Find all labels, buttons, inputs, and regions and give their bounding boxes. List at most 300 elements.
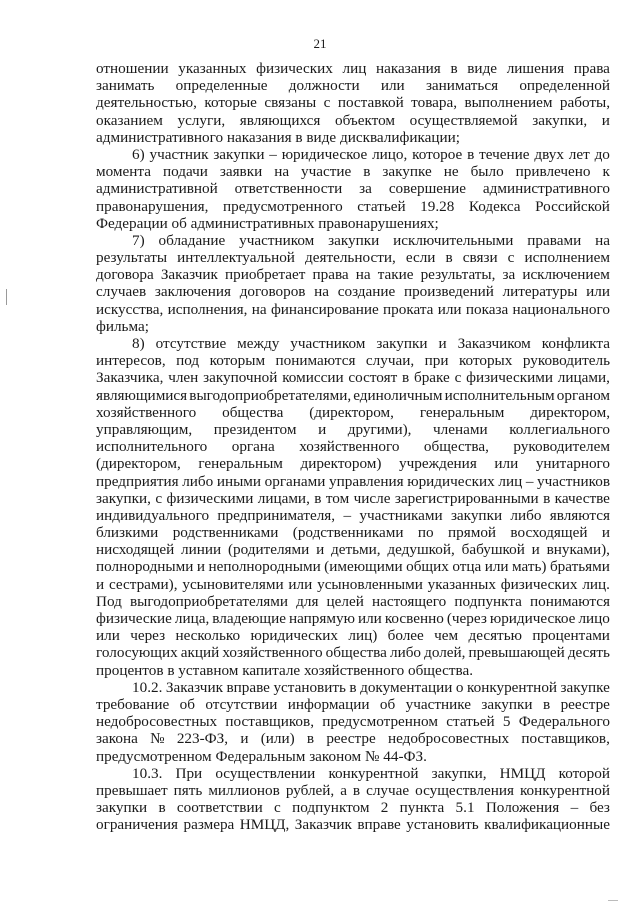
word: деятельности,	[305, 249, 396, 267]
word: 6)	[132, 145, 145, 163]
word: реестре	[326, 730, 376, 748]
text-line	[96, 369, 610, 386]
word: об	[179, 695, 195, 713]
word: юридическое	[281, 145, 368, 163]
word: унитарного	[535, 455, 610, 473]
word: и	[318, 420, 327, 438]
text-line	[96, 524, 610, 541]
word: том	[325, 489, 350, 507]
text-line	[96, 679, 610, 696]
text-line	[96, 77, 610, 94]
word: административных	[190, 214, 319, 232]
word: нисходящей	[96, 541, 175, 559]
word: юридических	[250, 627, 339, 645]
word: братьями	[549, 558, 610, 576]
text-line	[96, 283, 610, 300]
word: об	[171, 214, 191, 232]
word: в	[450, 60, 458, 77]
text-line	[96, 232, 610, 249]
word: реестре	[560, 695, 610, 713]
word: административного	[96, 128, 227, 146]
word: совершение	[388, 180, 466, 198]
word: в	[295, 128, 307, 146]
word: органом	[556, 386, 610, 404]
word: права	[312, 266, 349, 284]
word: (через	[446, 610, 487, 627]
word: и	[196, 558, 205, 576]
word: занимать	[96, 77, 155, 95]
word: для	[296, 592, 319, 610]
word: юридическое	[489, 610, 576, 627]
word: интеллектуальной	[177, 249, 295, 267]
word: браке	[413, 369, 450, 387]
word: закупки	[481, 695, 533, 713]
word: работы,	[559, 94, 610, 112]
word: в	[543, 489, 551, 507]
word: восходящей	[510, 524, 588, 542]
word: случаи,	[365, 352, 415, 370]
word: усыновленными	[317, 575, 423, 593]
word: родственниками	[172, 524, 279, 542]
word: (директором,	[309, 403, 394, 421]
word: с	[507, 249, 515, 267]
word: процентами	[532, 627, 610, 645]
word: Федерального	[518, 713, 610, 731]
word: либо	[182, 472, 214, 490]
word: участие	[301, 163, 352, 181]
word: конкурентной	[328, 764, 419, 782]
text-line	[96, 730, 610, 747]
word: соответствии	[176, 799, 263, 817]
word: за	[502, 266, 516, 284]
text-line	[96, 816, 610, 833]
word: участниками	[359, 506, 443, 524]
word: –	[525, 472, 534, 490]
word: произведений	[403, 283, 494, 301]
text-line	[96, 266, 610, 283]
word: а	[340, 781, 347, 799]
word: руководитель	[522, 352, 610, 370]
word: 2	[380, 799, 389, 817]
word: директором)	[300, 455, 382, 473]
word: финансирование	[270, 300, 379, 318]
word: оказанием	[96, 111, 163, 129]
word: за	[359, 180, 372, 198]
word: в	[314, 489, 322, 507]
word: линии	[181, 541, 222, 559]
text-line	[96, 146, 610, 163]
word: физические	[96, 610, 172, 627]
word: подачи	[162, 163, 208, 181]
word: лишения	[506, 60, 565, 77]
word: (или)	[260, 730, 295, 748]
word: или	[437, 300, 462, 318]
word: заниматься	[425, 77, 499, 95]
word: закона	[96, 730, 138, 748]
word: между	[237, 335, 280, 352]
word: случаев	[96, 283, 147, 301]
word: связи	[462, 249, 498, 267]
word: хозяйственного	[96, 403, 197, 421]
word: ограничения	[96, 816, 179, 834]
word: –	[343, 506, 352, 524]
scan-mark	[608, 900, 618, 901]
word: 223-ФЗ,	[176, 730, 229, 748]
text-line	[96, 593, 610, 610]
text-line	[96, 438, 610, 455]
text-line	[96, 455, 610, 472]
word: напрямую	[288, 610, 355, 627]
word: в	[352, 781, 361, 799]
word: наказания	[226, 128, 296, 146]
word: исключением	[522, 266, 610, 284]
word: общества	[325, 644, 387, 662]
word: процентов	[96, 661, 168, 679]
word: не	[443, 163, 459, 181]
word: (директором,	[96, 455, 181, 473]
word: индивидуального	[96, 506, 210, 524]
text-line	[96, 404, 610, 421]
word: объектом	[334, 111, 396, 129]
word: уставном	[178, 661, 243, 679]
word: комиссии	[282, 369, 344, 387]
word: Под	[96, 592, 122, 610]
page-number: 21	[313, 36, 327, 51]
word: миллионов	[208, 781, 280, 799]
word: десять	[567, 644, 610, 662]
word: 44-ФЗ.	[383, 747, 427, 765]
word: в	[349, 678, 357, 696]
text-line	[96, 249, 610, 266]
word: или	[288, 575, 313, 593]
word: к	[602, 163, 610, 181]
word: осуществляемой	[409, 111, 518, 129]
word: которой	[558, 764, 610, 782]
word: документации	[360, 678, 453, 696]
text-line	[96, 610, 610, 627]
word: понимаются	[275, 352, 356, 370]
word: подпункта	[454, 592, 522, 610]
word: предприятия	[96, 472, 179, 490]
word: должности	[288, 77, 360, 95]
word: показа	[465, 300, 509, 318]
word: конкурентной	[519, 781, 610, 799]
word: на	[355, 266, 371, 284]
word: или	[96, 627, 120, 645]
word: осуществления	[415, 781, 514, 799]
text-line	[96, 799, 610, 816]
word: Федерации	[96, 214, 172, 232]
word: недобросовестных	[387, 730, 510, 748]
word: заявки	[219, 163, 263, 181]
word: на	[274, 163, 290, 181]
word: литературы	[502, 283, 578, 301]
word: являются	[549, 506, 610, 524]
word: (родителями	[227, 541, 310, 559]
word: НМЦД	[499, 764, 546, 782]
word: являющихся	[239, 111, 321, 129]
word: лиц.	[582, 575, 610, 593]
word: 5.1	[455, 799, 475, 817]
word: генеральным	[198, 455, 283, 473]
text-line	[96, 713, 610, 730]
word: участником	[290, 335, 366, 352]
word: связаны	[264, 94, 317, 112]
word: выполнением	[464, 94, 553, 112]
word: закупочной	[203, 369, 278, 387]
word: или	[357, 610, 382, 627]
word: отсутствие	[155, 335, 227, 352]
word: правонарушения,	[96, 197, 209, 215]
word: или	[494, 455, 519, 473]
word: другими),	[347, 420, 412, 438]
word: предпринимателя,	[217, 506, 336, 524]
word: вправе	[226, 678, 270, 696]
word: рублей,	[285, 781, 335, 799]
word: квалификационные	[484, 816, 610, 834]
word: правами	[527, 231, 582, 249]
word: и	[531, 541, 540, 559]
word: закупки	[213, 145, 265, 163]
word: под	[176, 352, 200, 370]
word: фильма;	[96, 317, 149, 335]
word: проката	[383, 300, 434, 318]
word: закупки,	[532, 111, 588, 129]
word: несколько	[175, 627, 241, 645]
word: внуками),	[546, 541, 610, 559]
word: административной	[96, 180, 218, 198]
text-line	[96, 301, 610, 318]
word: качестве	[554, 489, 610, 507]
word: в	[467, 145, 475, 163]
word: лиц	[342, 60, 367, 77]
word: закупке	[382, 163, 432, 181]
word: интересов,	[96, 352, 166, 370]
text-line	[96, 94, 610, 111]
word: момента	[96, 163, 151, 181]
word: владеющие	[212, 610, 286, 627]
word: 10.3.	[132, 764, 163, 782]
word: определенные	[175, 77, 268, 95]
word: закупки	[328, 231, 380, 249]
word: деятельностью,	[96, 94, 197, 112]
word: и	[316, 541, 325, 559]
word: лицами,	[257, 489, 310, 507]
text-line	[96, 387, 610, 404]
word: отсутствии	[205, 695, 278, 713]
word: общества,	[423, 438, 489, 456]
word: При	[175, 764, 203, 782]
word: было	[470, 163, 504, 181]
word: числе	[353, 489, 391, 507]
word: общества.	[407, 661, 474, 679]
text-line	[96, 696, 610, 713]
word: Кодекса	[468, 197, 521, 215]
word: выгодоприобретателями	[129, 592, 289, 610]
text-line	[96, 335, 610, 352]
word: либо	[389, 644, 422, 662]
word: исполнения,	[167, 300, 248, 318]
text-line	[96, 765, 610, 782]
word: чем	[434, 627, 459, 645]
word: заключения	[154, 283, 231, 301]
word: недобросовестных	[96, 713, 218, 731]
word: детьми,	[331, 541, 381, 559]
word: лицо	[578, 610, 610, 627]
word: поставщиков,	[225, 713, 314, 731]
word: лицами,	[557, 369, 610, 387]
word: лет	[568, 145, 590, 163]
text-line	[96, 318, 610, 335]
word: сестрами),	[108, 575, 178, 593]
word: без	[589, 799, 610, 817]
word: органа	[231, 438, 275, 456]
word: осуществлении	[215, 764, 316, 782]
word: если	[405, 249, 436, 267]
word: лиц)	[348, 627, 378, 645]
text-line	[96, 782, 610, 799]
text-line	[96, 558, 610, 575]
word: закупки,	[96, 489, 151, 507]
word: усыновителями	[182, 575, 284, 593]
word: приобретает	[224, 266, 306, 284]
word: в	[158, 799, 166, 817]
word: близкими	[96, 524, 159, 542]
word: Заказчик	[294, 816, 352, 834]
word: права	[573, 60, 610, 77]
word: общих	[406, 558, 449, 576]
word: зарегистрированными	[394, 489, 539, 507]
word: косвенно	[384, 610, 444, 627]
word: 7)	[132, 231, 145, 249]
text-line	[96, 576, 610, 593]
word: отца	[452, 558, 482, 576]
word: хозяйственного	[303, 661, 408, 679]
word: наказания	[376, 60, 441, 77]
word: в	[167, 661, 179, 679]
word: физических	[500, 575, 578, 593]
word: информации	[287, 695, 370, 713]
word: состоят	[348, 369, 398, 387]
word: коллегиального	[509, 420, 610, 438]
word: предусмотренном	[96, 747, 216, 765]
text-line	[96, 163, 610, 180]
word: двух	[534, 145, 564, 163]
word: участником	[239, 231, 315, 249]
word: закупки,	[431, 764, 487, 782]
word: настоящего	[371, 592, 447, 610]
word: результаты	[96, 249, 168, 267]
word: 8)	[132, 335, 145, 352]
word: которое	[412, 145, 463, 163]
word: требование	[96, 695, 170, 713]
word: поставкой	[337, 94, 404, 112]
word: по	[417, 524, 434, 542]
word: управляющим,	[96, 420, 193, 438]
word: №	[150, 730, 165, 748]
word: (имеющими	[324, 558, 403, 576]
word: указанных	[427, 575, 496, 593]
text-line	[96, 180, 610, 197]
text-line	[96, 421, 610, 438]
word: лиц	[498, 472, 523, 490]
text-line	[96, 60, 610, 77]
word: виде	[467, 60, 498, 77]
word: или	[380, 77, 405, 95]
word: с	[454, 369, 462, 387]
word: конкурентной	[467, 678, 558, 696]
word: с	[274, 799, 281, 817]
word: членами	[433, 420, 488, 438]
text-line	[96, 662, 610, 679]
word: которые	[204, 94, 257, 112]
word: закупки	[450, 506, 503, 524]
word: долей,	[424, 644, 466, 662]
word: прямой	[448, 524, 497, 542]
word: создание	[337, 283, 396, 301]
word: органами	[264, 472, 326, 490]
word: национального	[512, 300, 610, 318]
word: 10.2.	[132, 678, 163, 696]
word: в	[306, 730, 315, 748]
text-line	[96, 352, 610, 369]
word: результаты,	[420, 266, 496, 284]
word: десятью	[468, 627, 522, 645]
word: –	[570, 799, 579, 817]
word: на	[251, 300, 267, 318]
text-line	[96, 644, 610, 661]
word: о	[455, 678, 464, 696]
word: (родственниками	[292, 524, 404, 542]
text-line	[96, 507, 610, 524]
word: мать)	[512, 558, 547, 576]
word: физическими	[166, 489, 254, 507]
word: которым	[209, 352, 266, 370]
word: определенной	[519, 77, 610, 95]
word: юридических	[407, 472, 495, 490]
word: хозяйственного	[222, 644, 323, 662]
word: до	[594, 145, 610, 163]
word: в	[445, 249, 453, 267]
word: хозяйственного	[299, 438, 400, 456]
word: Федеральным	[215, 747, 310, 765]
word: капитале	[242, 661, 304, 679]
word: или	[586, 283, 610, 301]
word: Заказчик	[160, 266, 218, 284]
word: конфликта	[541, 335, 610, 352]
text-line	[96, 112, 610, 129]
word: исполнением	[524, 249, 610, 267]
word: являющимися	[96, 386, 188, 404]
word: и	[601, 524, 610, 542]
word: которых	[458, 352, 513, 370]
word: более	[387, 627, 424, 645]
word: дисквалификации;	[339, 128, 460, 146]
word: участнике	[405, 695, 471, 713]
word: Российской	[535, 197, 610, 215]
word: или	[484, 558, 509, 576]
word: законом	[309, 747, 365, 765]
word: пять	[173, 781, 203, 799]
word: об	[379, 695, 396, 713]
word: и	[438, 335, 447, 352]
word: закупки	[376, 335, 428, 352]
word: предусмотренного	[222, 197, 343, 215]
margin-mark	[6, 289, 7, 305]
word: ответственности	[234, 180, 343, 198]
word: голосующих	[96, 644, 178, 662]
word: физических	[256, 60, 333, 77]
